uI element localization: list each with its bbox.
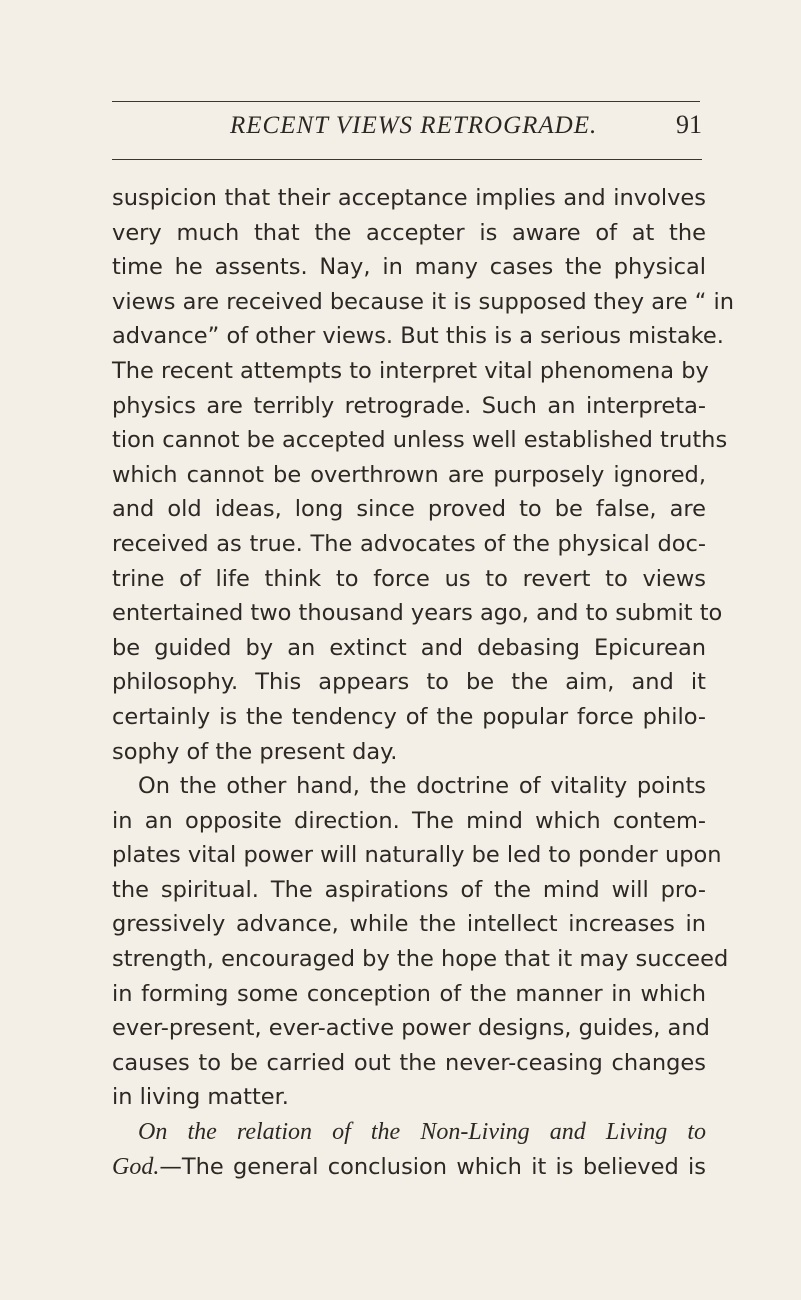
text-line: very much that the accepter is aware of at the: [112, 219, 706, 246]
text-line: views are received because it is supposed they are “ in: [112, 288, 735, 315]
running-head: RECENT VIEWS RETROGRADE.: [230, 112, 598, 139]
text-line: plates vital power will naturally be led to ponder upon: [112, 842, 722, 869]
section-heading-line: [112, 1115, 706, 1150]
text-line: time he assents. Nay, in many cases the physical: [112, 254, 706, 281]
text-line: causes to be carried out the never-ceasing changes: [112, 1049, 706, 1076]
text-line: tion cannot be accepted unless well established truths: [112, 427, 728, 454]
text-line: be guided by an extinct and debasing Epicurean: [112, 634, 706, 661]
text-line: which cannot be overthrown are purposely ignored,: [112, 461, 706, 488]
text-line: suspicion that their acceptance implies and involves: [112, 185, 706, 211]
header-bottom-rule: [112, 159, 702, 160]
text-line: [112, 1150, 706, 1185]
text-line: certainly is the tendency of the popular force philo-: [112, 703, 706, 730]
text-line: philosophy. This appears to be the aim, and it: [112, 669, 706, 696]
page-header: [112, 112, 702, 146]
text-line: received as true. The advocates of the physical doc-: [112, 530, 706, 557]
text-line: strength, encouraged by the hope that it may succeed: [112, 946, 729, 973]
text-line: ever-present, ever-active power designs, guides, and: [112, 1015, 710, 1042]
section-heading-italic: On the relation of the Non-Living and Living to: [138, 1119, 706, 1146]
final-line-rest: —The general conclusion which it is believed is: [159, 1153, 706, 1180]
text-line: the spiritual. The aspirations of the mind will pro-: [112, 876, 706, 903]
text-line: trine of life think to force us to revert to views: [112, 565, 706, 592]
text-line: physics are terribly retrograde. Such an interpreta-: [112, 392, 706, 419]
text-line: advance” of other views. But this is a serious mistake.: [112, 323, 724, 350]
page-number: 91: [676, 110, 702, 139]
text-line: gressively advance, while the intellect increases in: [112, 911, 706, 938]
text-line: in living matter.: [112, 1084, 289, 1111]
text-line: The recent attempts to interpret vital phenomena by: [112, 357, 709, 384]
section-heading-god: God.: [112, 1153, 160, 1180]
text-line: On the other hand, the doctrine of vitality points: [138, 773, 706, 800]
text-line: entertained two thousand years ago, and to submit to: [112, 600, 723, 627]
body-text: [112, 181, 735, 1184]
header-top-rule: [112, 101, 700, 102]
text-line: sophy of the present day.: [112, 738, 398, 765]
text-line: in an opposite direction. The mind which contem-: [112, 807, 706, 834]
text-line: and old ideas, long since proved to be false, are: [112, 496, 706, 523]
text-line: in forming some conception of the manner in which: [112, 980, 706, 1007]
